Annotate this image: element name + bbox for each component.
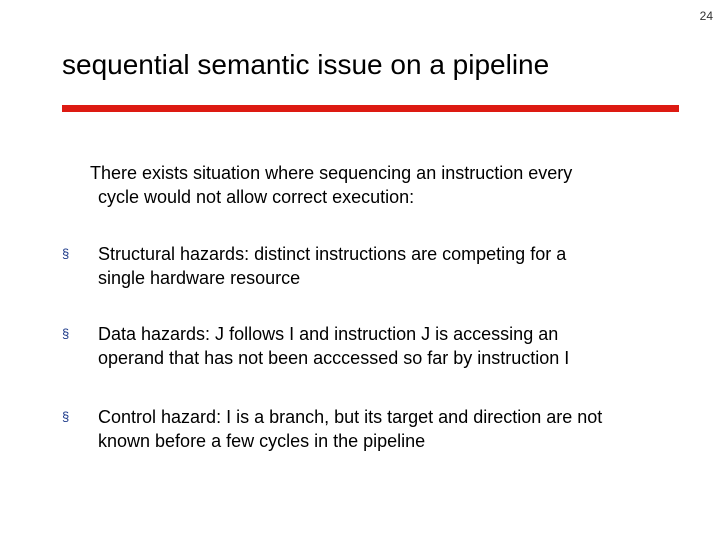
intro-line-2: cycle would not allow correct execution: — [98, 187, 415, 207]
bullet-text — [98, 242, 678, 290]
square-bullet-icon: § — [62, 409, 70, 424]
bullet-line-1: Data hazards: J follows I and instruction J is accessing an — [98, 324, 559, 344]
title-underline — [62, 105, 679, 112]
bullet-line-2: single hardware resource — [98, 268, 301, 288]
bullet-line-2: operand that has not been acccessed so far by instruction I — [98, 348, 570, 368]
bullet-line-1: Structural hazards: distinct instructions are competing for a — [98, 244, 567, 264]
intro-paragraph — [90, 161, 650, 209]
bullet-text — [98, 405, 678, 453]
square-bullet-icon: § — [62, 246, 70, 261]
slide-number: 24 — [699, 9, 713, 23]
bullet-line-2: known before a few cycles in the pipeline — [98, 431, 426, 451]
slide-title: sequential semantic issue on a pipeline — [62, 49, 550, 80]
square-bullet-icon: § — [62, 326, 70, 341]
bullet-line-1: Control hazard: I is a branch, but its target and direction are not — [98, 407, 603, 427]
intro-line-1: There exists situation where sequencing an instruction every — [90, 163, 573, 183]
bullet-text — [98, 322, 678, 370]
